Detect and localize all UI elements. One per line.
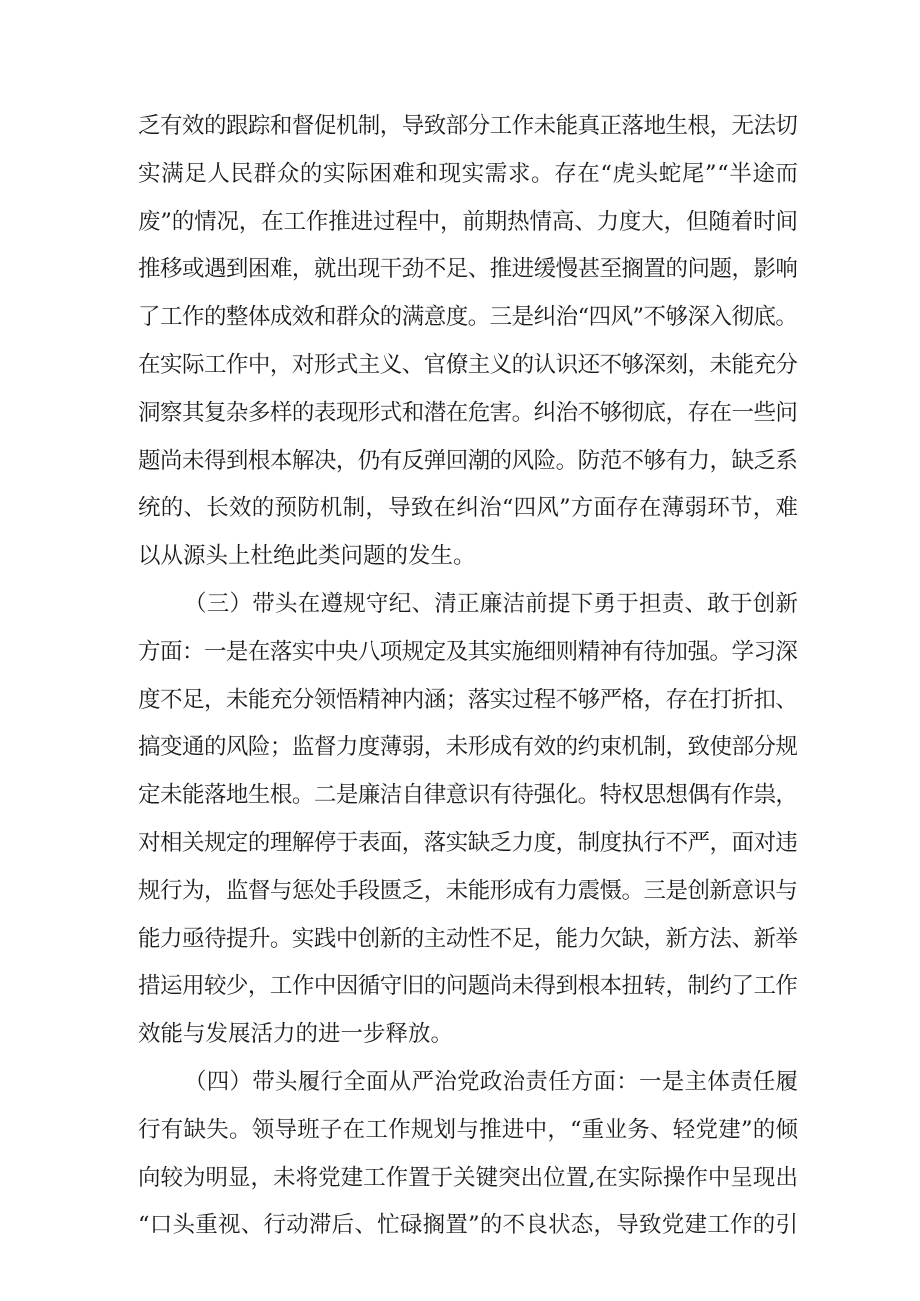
text-line: 措运用较少，工作中因循守旧的问题尚未得到根本扭转，制约了工作: [138, 973, 798, 1000]
text-line: 方面：一是在落实中央八项规定及其实施细则精神有待加强。学习深: [138, 638, 798, 665]
text-line: 效能与发展活力的进一步释放。: [138, 1021, 454, 1048]
paragraph-first-line: （三）带头在遵规守纪、清正廉洁前提下勇于担责、敢于创新: [184, 590, 799, 617]
text-line: 在实际工作中，对形式主义、官僚主义的认识还不够深刻，未能充分: [138, 351, 798, 378]
text-line: 规行为，监督与惩处手段匮乏，未能形成有力震慑。三是创新意识与: [138, 877, 798, 904]
text-line: 以从源头上杜绝此类问题的发生。: [138, 543, 476, 570]
document-body: [138, 103, 798, 1250]
text-line: 行有缺失。领导班子在工作规划与推进中，“重业务、轻党建”的倾: [138, 1116, 799, 1143]
text-line: 题尚未得到根本解决，仍有反弹回潮的风险。防范不够有力，缺乏系: [138, 447, 798, 474]
text-line: 实满足人民群众的实际困难和现实需求。存在“虎头蛇尾”“半途而: [138, 160, 799, 187]
paragraph-first-line: （四）带头履行全面从严治党政治责任方面：一是主体责任履: [184, 1068, 799, 1095]
text-line: 向较为明显，未将党建工作置于关键突出位置,在实际操作中呈现出: [138, 1164, 798, 1191]
text-line: 了工作的整体成效和群众的满意度。三是纠治“四风”不够深入彻底。: [138, 304, 798, 331]
text-line: 统的、长效的预防机制，导致在纠治“四风”方面存在薄弱环节，难: [138, 495, 799, 522]
text-line: 推移或遇到困难，就出现干劲不足、推进缓慢甚至搁置的问题，影响: [138, 256, 798, 283]
text-line: 洞察其复杂多样的表现形式和潜在危害。纠治不够彻底，存在一些问: [138, 399, 798, 426]
text-line: 度不足，未能充分领悟精神内涵；落实过程不够严格，存在打折扣、: [138, 686, 798, 713]
text-line: “口头重视、行动滞后、忙碌搁置”的不良状态，导致党建工作的引: [138, 1212, 799, 1239]
text-line: 乏有效的跟踪和督促机制，导致部分工作未能真正落地生根，无法切: [138, 113, 798, 139]
text-line: 能力亟待提升。实践中创新的主动性不足，能力欠缺，新方法、新举: [138, 925, 798, 952]
text-line: 搞变通的风险；监督力度薄弱，未形成有效的约束机制，致使部分规: [138, 734, 798, 761]
text-line: 对相关规定的理解停于表面，落实缺乏力度，制度执行不严，面对违: [138, 829, 798, 856]
text-line: 定未能落地生根。二是廉洁自律意识有待强化。特权思想偶有作祟，: [138, 782, 798, 809]
text-line: 废”的情况，在工作推进过程中，前期热情高、力度大，但随着时间: [138, 208, 798, 235]
